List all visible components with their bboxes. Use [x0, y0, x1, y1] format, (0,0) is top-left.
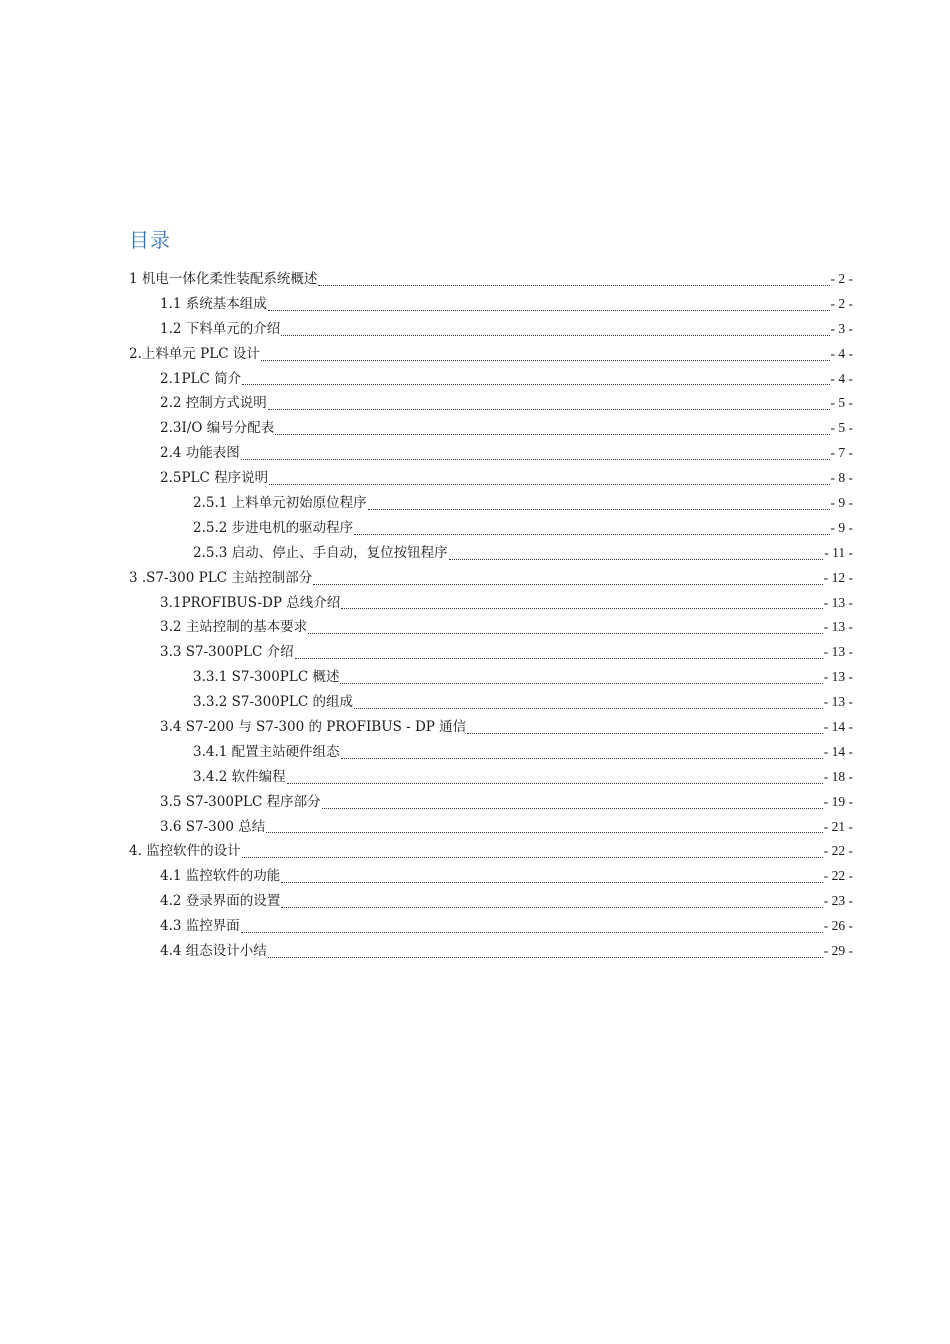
toc-entry-page: - 7 - [830, 445, 853, 461]
toc-entry[interactable] [129, 416, 853, 441]
toc-entry-label: 3.3.2 S7-300PLC 的组成 [193, 694, 353, 711]
toc-entry-page: - 2 - [830, 295, 853, 311]
toc-dot-leader [322, 808, 823, 809]
toc-entry-label: 2.2 控制方式说明 [160, 395, 267, 412]
toc-entry-label: 2.1PLC 简介 [160, 370, 242, 387]
toc-entry-label: 2.5.2 步进电机的驱动程序 [193, 519, 354, 536]
toc-entry-page: - 11 - [824, 544, 853, 560]
toc-entry[interactable] [129, 615, 853, 640]
toc-entry-label: 4.1 监控软件的功能 [160, 868, 281, 885]
toc-entry-page: - 29 - [823, 943, 853, 959]
toc-entry-label: 4.2 登录界面的设置 [160, 893, 281, 910]
toc-entry[interactable] [129, 342, 853, 367]
toc-dot-leader [268, 310, 830, 311]
toc-entry-label: 2.5PLC 程序说明 [160, 470, 269, 487]
toc-entry[interactable] [129, 864, 853, 889]
toc-entry[interactable] [129, 765, 853, 790]
toc-dot-leader [269, 484, 829, 485]
toc-dot-leader [268, 957, 823, 958]
toc-entry-label: 2.4 功能表图 [160, 445, 240, 462]
toc-entry-label: 1 机电一体化柔性装配系统概述 [129, 271, 318, 287]
toc-entry-label: 2.5.3 启动、停止、手自动，复位按钮程序 [193, 544, 448, 561]
toc-entry-label: 3.5 S7-300PLC 程序部分 [160, 793, 321, 810]
toc-entry-page: - 9 - [830, 495, 853, 511]
toc-dot-leader [242, 384, 829, 385]
toc-dot-leader [242, 857, 823, 858]
toc-entry-label: 1.2 下料单元的介绍 [160, 320, 281, 337]
toc-entry-label: 3.6 S7-300 总结 [160, 818, 266, 835]
toc-entry-label: 3.3 S7-300PLC 介绍 [160, 644, 294, 661]
toc-title: 目录 [129, 228, 171, 252]
toc-entry[interactable] [129, 441, 853, 466]
toc-entry[interactable] [129, 391, 853, 416]
toc-dot-leader [295, 658, 823, 659]
toc-entry[interactable] [129, 267, 853, 292]
toc-entry-page: - 13 - [823, 619, 853, 635]
toc-entry[interactable] [129, 367, 853, 392]
toc-dot-leader [287, 783, 823, 784]
toc-entry-label: 4.4 组态设计小结 [160, 943, 267, 960]
toc-entry[interactable] [129, 889, 853, 914]
toc-entry[interactable] [129, 591, 853, 616]
toc-entry[interactable] [129, 740, 853, 765]
toc-entry[interactable] [129, 292, 853, 317]
toc-entry-label: 3.4.2 软件编程 [193, 768, 286, 785]
toc-entry[interactable] [129, 690, 853, 715]
toc-entry-label: 2.5.1 上料单元初始原位程序 [193, 495, 367, 512]
toc-entry-page: - 23 - [823, 893, 853, 909]
toc-entry-page: - 14 - [823, 743, 853, 759]
toc-entry-page: - 4 - [830, 345, 853, 361]
toc-dot-leader [354, 708, 823, 709]
toc-entry-label: 3.1PROFIBUS-DP 总线介绍 [160, 594, 341, 611]
toc-entry[interactable] [129, 491, 853, 516]
toc-entry-label: 2.3I/O 编号分配表 [160, 420, 275, 437]
toc-entry[interactable] [129, 914, 853, 939]
toc-dot-leader [241, 932, 823, 933]
toc-entry-label: 3.2 主站控制的基本要求 [160, 619, 308, 636]
toc-entry-page: - 2 - [830, 271, 853, 286]
toc-entry[interactable] [129, 566, 853, 591]
toc-dot-leader [354, 534, 829, 535]
toc-list [129, 267, 853, 964]
toc-entry-page: - 8 - [830, 470, 853, 486]
toc-entry-page: - 9 - [830, 519, 853, 535]
toc-entry-page: - 22 - [823, 868, 853, 884]
toc-entry-label: 1.1 系统基本组成 [160, 295, 267, 312]
toc-dot-leader [261, 360, 830, 361]
toc-dot-leader [313, 584, 822, 585]
toc-entry[interactable] [129, 640, 853, 665]
toc-entry-label: 3.4 S7-200 与 S7-300 的 PROFIBUS - DP 通信 [160, 719, 467, 736]
toc-dot-leader [281, 882, 822, 883]
toc-entry[interactable] [129, 665, 853, 690]
toc-dot-leader [266, 832, 823, 833]
toc-dot-leader [368, 509, 830, 510]
toc-dot-leader [449, 559, 824, 560]
toc-entry-page: - 12 - [823, 569, 853, 585]
toc-entry-page: - 13 - [823, 594, 853, 610]
toc-dot-leader [308, 633, 822, 634]
toc-entry-label: 4. 监控软件的设计 [129, 843, 241, 860]
toc-dot-leader [281, 335, 829, 336]
toc-entry-page: - 13 - [823, 694, 853, 710]
toc-entry-page: - 5 - [830, 395, 853, 411]
toc-entry-page: - 22 - [823, 843, 853, 859]
toc-entry-page: - 14 - [823, 719, 853, 735]
toc-entry[interactable] [129, 466, 853, 491]
toc-entry[interactable] [129, 715, 853, 740]
toc-dot-leader [268, 409, 830, 410]
toc-entry[interactable] [129, 516, 853, 541]
toc-entry-label: 3 .S7-300 PLC 主站控制部分 [129, 569, 313, 586]
toc-entry-label: 3.3.1 S7-300PLC 概述 [193, 669, 340, 686]
toc-entry-page: - 26 - [823, 918, 853, 934]
toc-dot-leader [241, 459, 830, 460]
toc-entry-page: - 3 - [830, 320, 853, 336]
toc-dot-leader [318, 285, 829, 286]
toc-dot-leader [341, 608, 822, 609]
toc-entry-label: 2.上料单元 PLC 设计 [129, 345, 260, 362]
toc-entry-label: 4.3 监控界面 [160, 918, 240, 935]
toc-entry-label: 3.4.1 配置主站硬件组态 [193, 743, 340, 760]
toc-entry-page: - 18 - [823, 768, 853, 784]
toc-dot-leader [341, 758, 823, 759]
toc-entry-page: - 19 - [823, 793, 853, 809]
toc-entry[interactable] [129, 939, 853, 964]
toc-dot-leader [467, 733, 823, 734]
toc-entry-page: - 21 - [823, 818, 853, 834]
toc-entry-page: - 13 - [823, 644, 853, 660]
toc-entry[interactable] [129, 839, 853, 864]
toc-entry[interactable] [129, 815, 853, 840]
toc-entry-page: - 5 - [830, 420, 853, 436]
toc-entry[interactable] [129, 541, 853, 566]
toc-dot-leader [340, 683, 822, 684]
toc-entry[interactable] [129, 317, 853, 342]
toc-dot-leader [281, 907, 822, 908]
toc-entry-page: - 13 - [823, 669, 853, 685]
toc-dot-leader [275, 434, 829, 435]
toc-entry-page: - 4 - [830, 370, 853, 386]
toc-entry[interactable] [129, 790, 853, 815]
